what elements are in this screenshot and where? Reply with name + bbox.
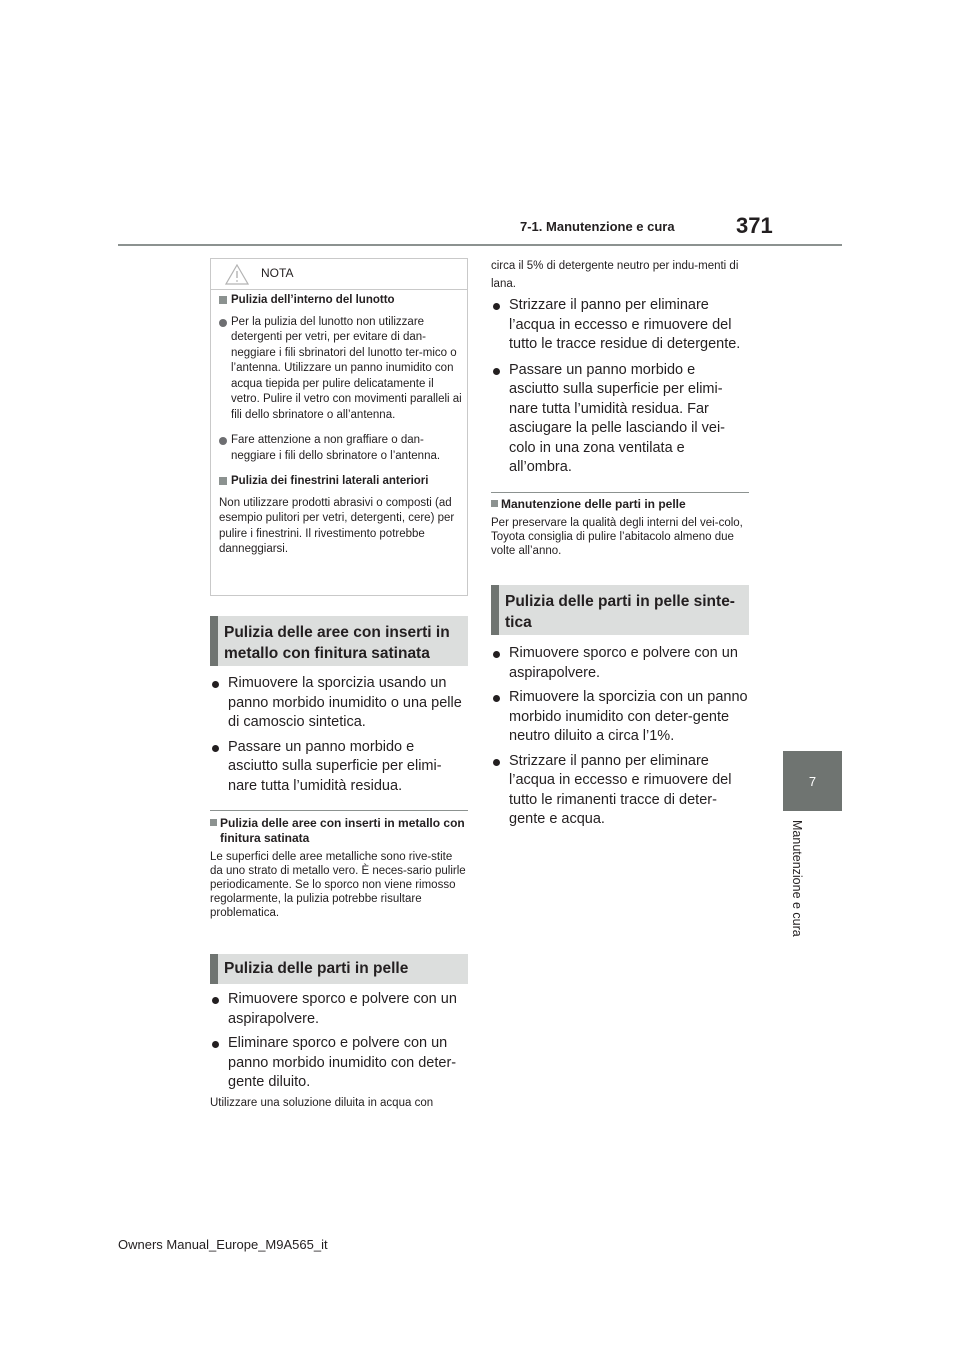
pelle-note-part2: circa il 5% di detergente neutro per indu-menti di lana. [491,260,739,290]
pelle-note-part1: Utilizzare una soluzione diluita in acqua con [210,1097,434,1109]
nota-subheading: Pulizia dell’interno del lunotto [219,293,463,309]
nota-title: NOTA [261,266,294,280]
heading-sintetica: Pulizia delle parti in pelle sinte-tica [491,585,749,635]
nota-item: Fare attenzione a non graffiare o dan-neggiare i fili dello sbrinatore o l’antenna. [219,433,463,464]
bullet-item: Eliminare sporco e polvere con un panno morbido inumidito con deter-gente diluito. [210,1034,468,1093]
info-heading: Pulizia delle aree con inserti in metallo con finitura satinata [210,816,468,846]
warning-triangle-icon [225,264,249,285]
nota-text: Non utilizzare prodotti abrasivi o composti (ad esempio pulitori per vetri, detergenti, cere) per pulire i finestrini. Il rivestimento potrebbe danneggiarsi. [219,496,455,555]
nota-item: Per la pulizia del lunotto non utilizzare detergenti per vetri, per evitare di dan-neggiare i fili sbrinatori del lunotto ter-mico o l’antenna. Utilizzare un panno inumidito con acqua tiepida per pulire delicatamente il vetro. Pulire il vetro con movimenti paralleli ai fili dello sbrinatore o all’antenna. [219,315,463,424]
bullet-item: Passare un panno morbido e asciutto sulla superficie per elimi-nare tutta l’umidità residua. Far asciugare la pelle lasciando il vei-colo in una zona ventilata e all’ombra. [491,361,749,478]
info-heading: Manutenzione delle parti in pelle [491,497,749,512]
nota-subheading: Pulizia dei finestrini laterali anteriori [219,474,463,490]
nota-box [210,258,468,596]
info-divider [491,492,749,493]
info-pelle [491,497,749,558]
pelle-bullets-2 [491,296,749,478]
bullet-item: Strizzare il panno per eliminare l’acqua in eccesso e rimuovere del tutto le rimanenti tracce di deter-gente e acqua. [491,752,749,830]
chapter-title-vertical: Manutenzione e cura [790,820,804,937]
info-text: Le superfici delle aree metalliche sono rive-stite da uno strato di metallo vero. È neces-sario pulirle periodicamente. Se lo sporco non viene rimosso regolarmente, la pulizia potrebbe risultare problematica. [210,851,466,919]
section-title: 7-1. Manutenzione e cura [520,219,675,234]
info-satinato [210,816,468,920]
info-text: Per preservare la qualità degli interni del vei-colo, Toyota consiglia di pulire l’abitacolo almeno due volte all’anno. [491,517,743,557]
heading-satinato: Pulizia delle aree con inserti in metallo con finitura satinata [210,616,468,666]
sintetica-bullets [491,644,749,830]
bullet-item: Rimuovere la sporcizia usando un panno morbido inumidito o una pelle di camoscio sintetica. [210,674,468,733]
bullet-item: Rimuovere sporco e polvere con un aspirapolvere. [210,990,468,1029]
header-rule [118,244,842,246]
heading-pelle: Pulizia delle parti in pelle [210,954,468,984]
pelle-bullets [210,990,468,1093]
satinato-bullets [210,674,468,796]
page-number: 371 [736,213,773,238]
nota-header [211,259,467,290]
info-divider [210,810,468,811]
chapter-tab [783,751,842,811]
bullet-item: Passare un panno morbido e asciutto sulla superficie per elimi-nare tutta l’umidità residua. [210,738,468,797]
nota-body [219,293,463,558]
footer-document-id: Owners Manual_Europe_M9A565_it [118,1237,328,1252]
chapter-number: 7 [808,773,817,789]
bullet-item: Rimuovere la sporcizia con un panno morbido inumidito con deter-gente neutro diluito a circa l’1%. [491,688,749,747]
bullet-item: Rimuovere sporco e polvere con un aspirapolvere. [491,644,749,683]
bullet-item: Strizzare il panno per eliminare l’acqua in eccesso e rimuovere del tutto le tracce residue di detergente. [491,296,749,355]
